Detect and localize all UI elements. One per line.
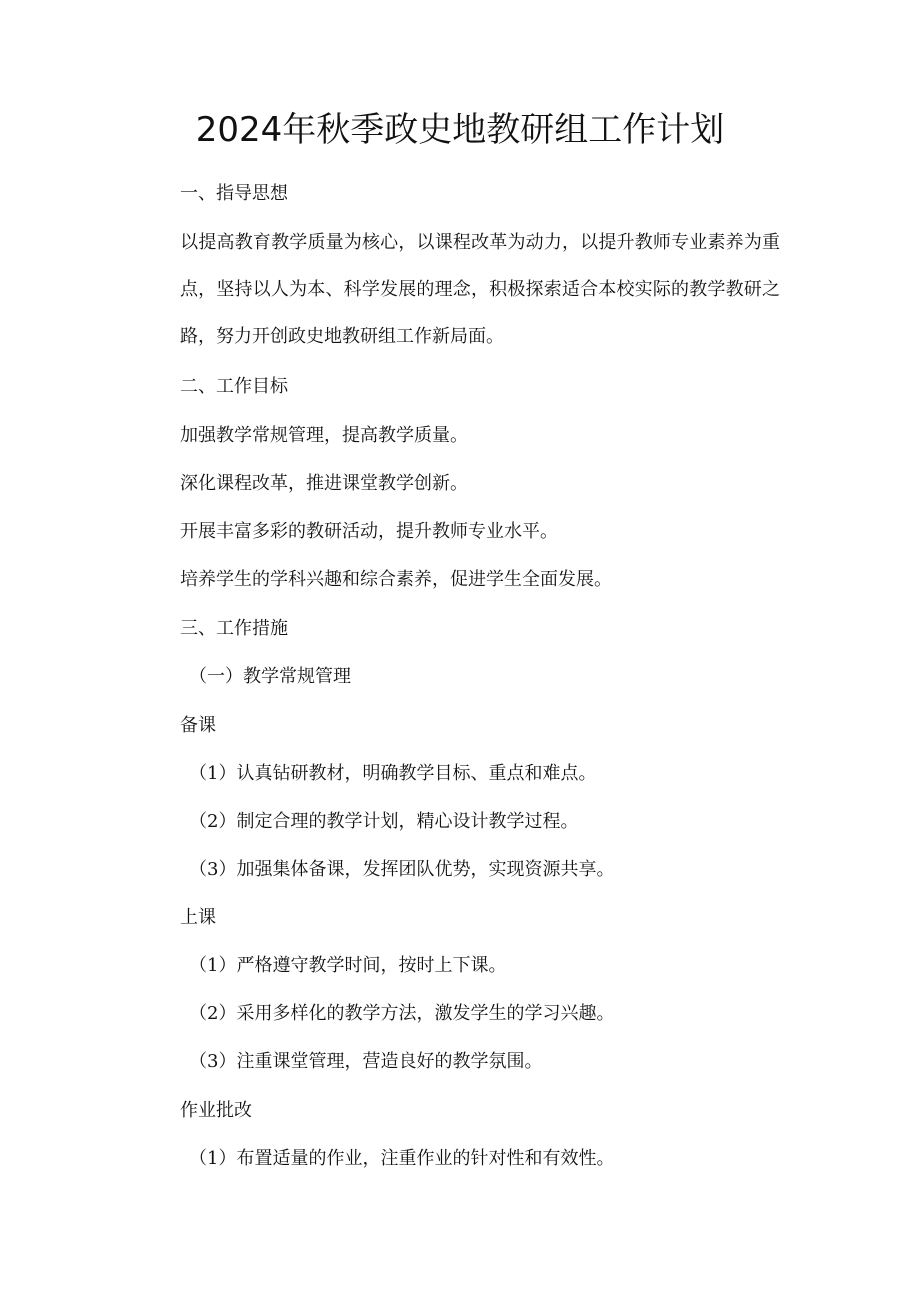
section-heading-work-measures: 三、工作措施 [180,618,288,639]
homework-heading: 作业批改 [180,1100,252,1121]
goal-item: 培养学生的学科兴趣和综合素养，促进学生全面发展。 [180,569,612,590]
lesson-prep-item: （1）认真钻研教材，明确教学目标、重点和难点。 [189,763,597,784]
class-heading: 上课 [180,907,216,928]
guiding-ideology-text: 以提高教育教学质量为核心，以课程改革为动力，以提升教师专业素养为重点，坚持以人为本、科学发展的理念，积极探索适合本校实际的教学教研之路，努力开创政史地教研组工作新局面。 [180,232,780,347]
class-item: （2）采用多样化的教学方法，激发学生的学习兴趣。 [189,1003,615,1024]
section-heading-work-goals: 二、工作目标 [180,376,288,397]
document-title: 2024年秋季政史地教研组工作计划 [195,110,725,150]
goal-item: 深化课程改革，推进课堂教学创新。 [180,473,468,494]
subsection-heading-teaching-routine: （一）教学常规管理 [189,666,351,687]
lesson-prep-heading: 备课 [180,715,216,736]
homework-item: （1）布置适量的作业，注重作业的针对性和有效性。 [189,1148,615,1169]
section-heading-guiding-ideology: 一、指导思想 [180,183,288,204]
lesson-prep-item: （2）制定合理的教学计划，精心设计教学过程。 [189,811,579,832]
lesson-prep-item: （3）加强集体备课，发挥团队优势，实现资源共享。 [189,859,615,880]
goal-item: 开展丰富多彩的教研活动，提升教师专业水平。 [180,521,558,542]
goal-item: 加强教学常规管理，提高教学质量。 [180,425,468,446]
class-item: （3）注重课堂管理，营造良好的教学氛围。 [189,1051,543,1072]
class-item: （1）严格遵守教学时间，按时上下课。 [189,955,507,976]
guiding-ideology-paragraph [180,219,780,360]
